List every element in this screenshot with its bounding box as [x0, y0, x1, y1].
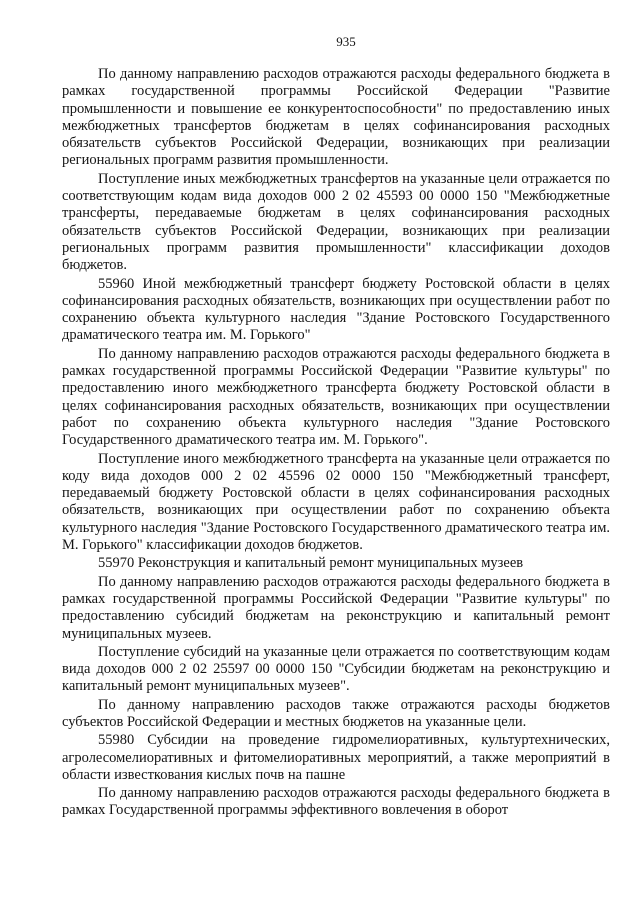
paragraph-11: По данному направлению расходов отражаются расходы федерального бюджета в рамках Государственной программы эффективного вовлечения в оборот — [62, 785, 610, 819]
paragraph-4: По данному направлению расходов отражаются расходы федерального бюджета в рамках государственной программы Российской Федерации "Развитие культуры" по предоставлению иного межбюджетного трансферта бюджету Ростовской области в целях софинансирования расходных обязательств, возникающих при осуществлении работ по сохранению объекта культурного наследия "Здание Ростовского Государственного драматического театра им. М. Горького". — [62, 345, 610, 449]
paragraph-7: По данному направлению расходов отражаются расходы федерального бюджета в рамках государственной программы Российской Федерации "Развитие культуры" по предоставлению субсидий бюджетам на реконструкцию и капитальный ремонт муниципальных музеев. — [62, 573, 610, 642]
paragraph-5: Поступление иного межбюджетного трансферта на указанные цели отражается по коду вида доходов 000 2 02 45596 02 0000 150 "Межбюджетный трансферт, передаваемый бюджету Ростовской области в целях софинансирования расходных обязательств, возникающих при осуществлении работ по сохранению объекта культурного наследия "Здание Ростовского Государственного драматического театра им. М. Горького" классификации доходов бюджетов. — [62, 450, 610, 554]
paragraph-2: Поступление иных межбюджетных трансфертов на указанные цели отражается по соответствующим кодам вида доходов 000 2 02 45593 00 0000 150 "Межбюджетные трансферты, передаваемые бюджетам в целях софинансирования расходных обязательств субъектов Российской Федерации, возникающих при реализации региональных программ развития промышленности" классификации доходов бюджетов. — [62, 170, 610, 274]
page-number: 935 — [336, 34, 356, 49]
paragraph-8: Поступление субсидий на указанные цели отражается по соответствующим кодам вида доходов 000 2 02 25597 00 0000 150 "Субсидии бюджетам на реконструкцию и капитальный ремонт муниципальных музеев". — [62, 643, 610, 695]
paragraph-9: По данному направлению расходов также отражаются расходы бюджетов субъектов Российской Федерации и местных бюджетов на указанные цели. — [62, 696, 610, 730]
paragraph-3: 55960 Иной межбюджетный трансферт бюджету Ростовской области в целях софинансирования расходных обязательств, возникающих при осуществлении работ по сохранению объекта культурного наследия "Здание Ростовского Государственного драматического театра им. М. Горького" — [62, 275, 610, 344]
document-body — [62, 66, 610, 820]
paragraph-10: 55980 Субсидии на проведение гидромелиоративных, культуртехнических, агролесомелиоративных и фитомелиоративных мероприятий, а также мероприятий в области известкования кислых почв на пашне — [62, 732, 610, 783]
paragraph-6: 55970 Реконструкция и капитальный ремонт муниципальных музеев — [98, 555, 524, 572]
paragraph-1: По данному направлению расходов отражаются расходы федерального бюджета в рамках государственной программы Российской Федерации "Развитие промышленности и повышение ее конкурентоспособности" по предоставлению иных межбюджетных трансфертов бюджетам в целях софинансирования расходных обязательств субъектов Российской Федерации, возникающих при реализации региональных программ развития промышленности. — [62, 66, 610, 169]
